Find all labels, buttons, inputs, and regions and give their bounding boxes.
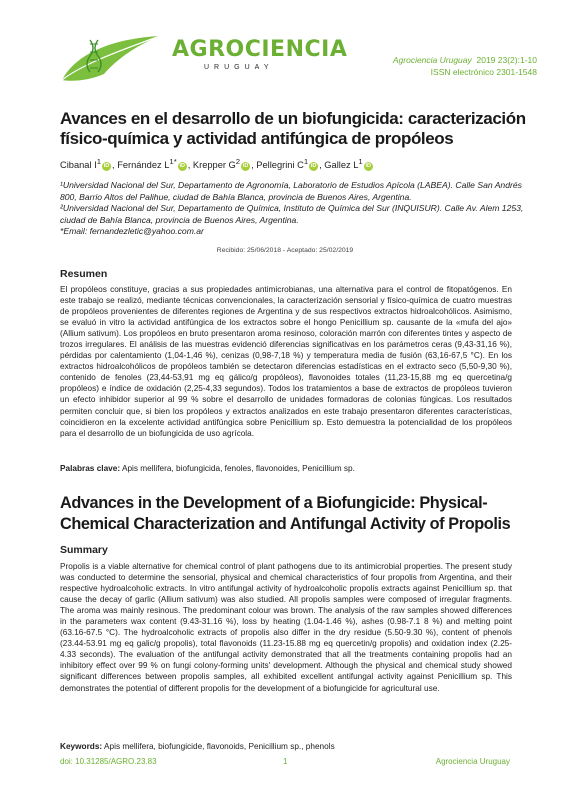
author-sup: 1: [96, 157, 102, 166]
author-name: Fernández L: [117, 160, 170, 171]
orcid-icon[interactable]: iD: [365, 163, 371, 170]
page-number: 1: [283, 757, 288, 766]
author-name: Cibanal I: [60, 160, 97, 171]
resumen-text: [60, 284, 512, 439]
author-sup: 1: [358, 157, 363, 166]
doi-link[interactable]: doi: 10.31285/AGRO.23.83: [60, 757, 157, 766]
orcid-icon[interactable]: iD: [242, 163, 249, 170]
palabras-clave-text: Apis mellifera, biofungicida, fenoles, flavonoides, Penicillium sp.: [121, 464, 355, 473]
article-title: Avances en el desarrollo de un biofungicida: caracterización físico-química y actividad antifúngica de propóleos: [60, 109, 526, 148]
author-name: Pellegrini C: [256, 160, 304, 171]
resumen-paragraph: El propóleos constituye, gracias a sus propiedades antimicrobianas, una alternativa para el control de fitopatógenos. En este trabajo se realizó, mediante técnicas convencionales, la caracterización sensorial y físico-química de cuatro muestras de propóleos provenientes de diferentes regiones de Argentina y de sus respectivos extractos hidroalcohólicos. Asimismo, se evaluó in vitro la actividad antifúngica de los extractos sobre el hongo Penicillium sp. causante de la «mufa del ajo» (Allium sativum). Los propóleos en bruto presentaron aroma resinoso, coloración marrón con diferentes tintes y aspecto de trozos irregulares. El análisis de las muestras evidenció diferencias significativas en los parámetros ceras (9,43-31,16 %), pérdidas por calentamiento (1,04-1,46 %), cenizas (0,98-7,18 %) y temperatura media de fusión (63,16-67,5 °C). En los extractos hidroalcohólicos de propóleos también se detectaron diferencias estadísticas en el extracto seco (5,50-9,30 %), contenido de fenoles (23,44-53,91 mg eq gálico/g propóleos), flavonoides totales (11,23-15,88 mg eq quercetina/g propóleos) e índice de oxidación (2,25-4,33 segundos). Todos los tratamientos a base de extractos de propóleos tuvieron un efecto inhibidor superior al 99 % sobre el desarrollo de unidades formadoras de colonias fúngicas. Los resultados permiten concluir que, si bien los propóleos y extractos analizados en este trabajo presentaron diferentes características, coincidieron en la excelente actividad antifúngica sobre Penicillium sp. Esto demuestra la potencialidad de los propóleos para el desarrollo de un biofungicida de uso agrícola.: [60, 285, 512, 438]
footer-journal: Agrociencia Uruguay: [435, 757, 510, 766]
english-title: Advances in the Development of a Biofungicide: Physical-Chemical Characterization and Antifungal Activity of Propolis: [60, 494, 511, 533]
keywords-text: Apis mellifera, biofungicide, flavonoids, Penicillium sp., phenols: [104, 742, 335, 751]
keywords: [60, 742, 335, 751]
summary-text: [60, 561, 512, 694]
affiliation-1: ¹Universidad Nacional del Sur, Departamento de Agronomía, Laboratorio de Estudios Apícola (LABEA). Calle San Andrés 800, Barrio Altos del Palihue, ciudad de Bahía Blanca, provincia de Buenos Aires, Argentina.: [60, 180, 522, 202]
palabras-clave: [60, 464, 355, 473]
author-sup: 1: [303, 157, 309, 166]
affiliations: [60, 180, 540, 238]
resumen-heading: Resumen: [60, 268, 108, 280]
journal-logo: [60, 30, 348, 88]
author-name: Gallez L: [324, 160, 359, 171]
journal-volume: 2019 23(2):1-10: [476, 55, 537, 65]
author-sup: 2: [235, 157, 241, 166]
corresponding-email[interactable]: *Email: fernandezletic@yahoo.com.ar: [60, 226, 204, 236]
summary-heading: Summary: [60, 544, 108, 556]
orcid-icon[interactable]: iD: [103, 163, 110, 170]
summary-paragraph: Propolis is a viable alternative for chemical control of plant pathogens due to its antimicrobial properties. The present study was conducted to determine the sensorial, physical and chemical characteristics of four propolis from Argentina, and their respective hydroalcoholic extracts. In vitro antifungal activity of hydroalcoholic propolis extracts against Penicillium sp. that cause the decay of garlic (Allium sativum) was also studied. All propolis samples were composed of irregular fragments. The aroma was mainly resinous. The predominant colour was brown. The analysis of the raw samples showed differences in the parameters wax content (9.43-31.16 %), loss by heating (1.04-1.46 %), ashes (0.98-7.1 8 %) and melting point (63.16-67.5 °C). The hydroalcoholic extracts of propolis also differ in the dry residue (5.50-9.30 %), content of phenols (23.44-53.91 mg eq galic/g propolis), total flavonoids (11.23-15.88 mg eq quercetin/g propolis) and oxidation index (2.25-4.33 seconds). The evaluation of the antifungal activity demonstrated that all the treatments containing propolis had an inhibitory effect over 99 % on fungi colony-forming units' development. Although the physical and chemical study showed significant differences between propolis samples, all exhibited excellent antifungal activity against Penicillium sp. This demonstrates the potential of different propolis for the development of a biofungicide for agricultural use.: [60, 562, 512, 693]
journal-issn: ISSN electrónico 2301-1548: [430, 67, 537, 77]
logo-subtext: URUGUAY: [204, 64, 274, 71]
journal-info: [393, 54, 537, 78]
palabras-clave-label: Palabras clave:: [60, 464, 121, 473]
received-accepted-dates: Recibido: 25/06/2018 - Aceptado: 25/02/2019: [216, 247, 354, 254]
orcid-icon[interactable]: iD: [179, 163, 185, 170]
affiliation-2: ²Universidad Nacional del Sur, Departamento de Química, Instituto de Química del Sur (INQUISUR). Calle Av. Alem 1253, ciudad de Bahía Blanca, provincia de Buenos Aires, Argentina.: [60, 203, 524, 225]
orcid-icon[interactable]: iD: [310, 163, 317, 170]
author-name: Krepper G: [192, 160, 236, 171]
keywords-label: Keywords:: [60, 742, 103, 751]
leaf-dna-icon: [60, 30, 170, 88]
author-sup: 1*: [169, 157, 177, 166]
logo-text: AGROCIENCIA: [172, 37, 348, 62]
journal-name: Agrociencia Uruguay: [392, 55, 472, 65]
author-list: Cibanal $I^1iD$ , Fernández $L^{1*}iD$ , Krepper $G^2iD$ , Pellegrini $C^1iD$ , Gallez $L^1iD$: [60, 157, 371, 171]
